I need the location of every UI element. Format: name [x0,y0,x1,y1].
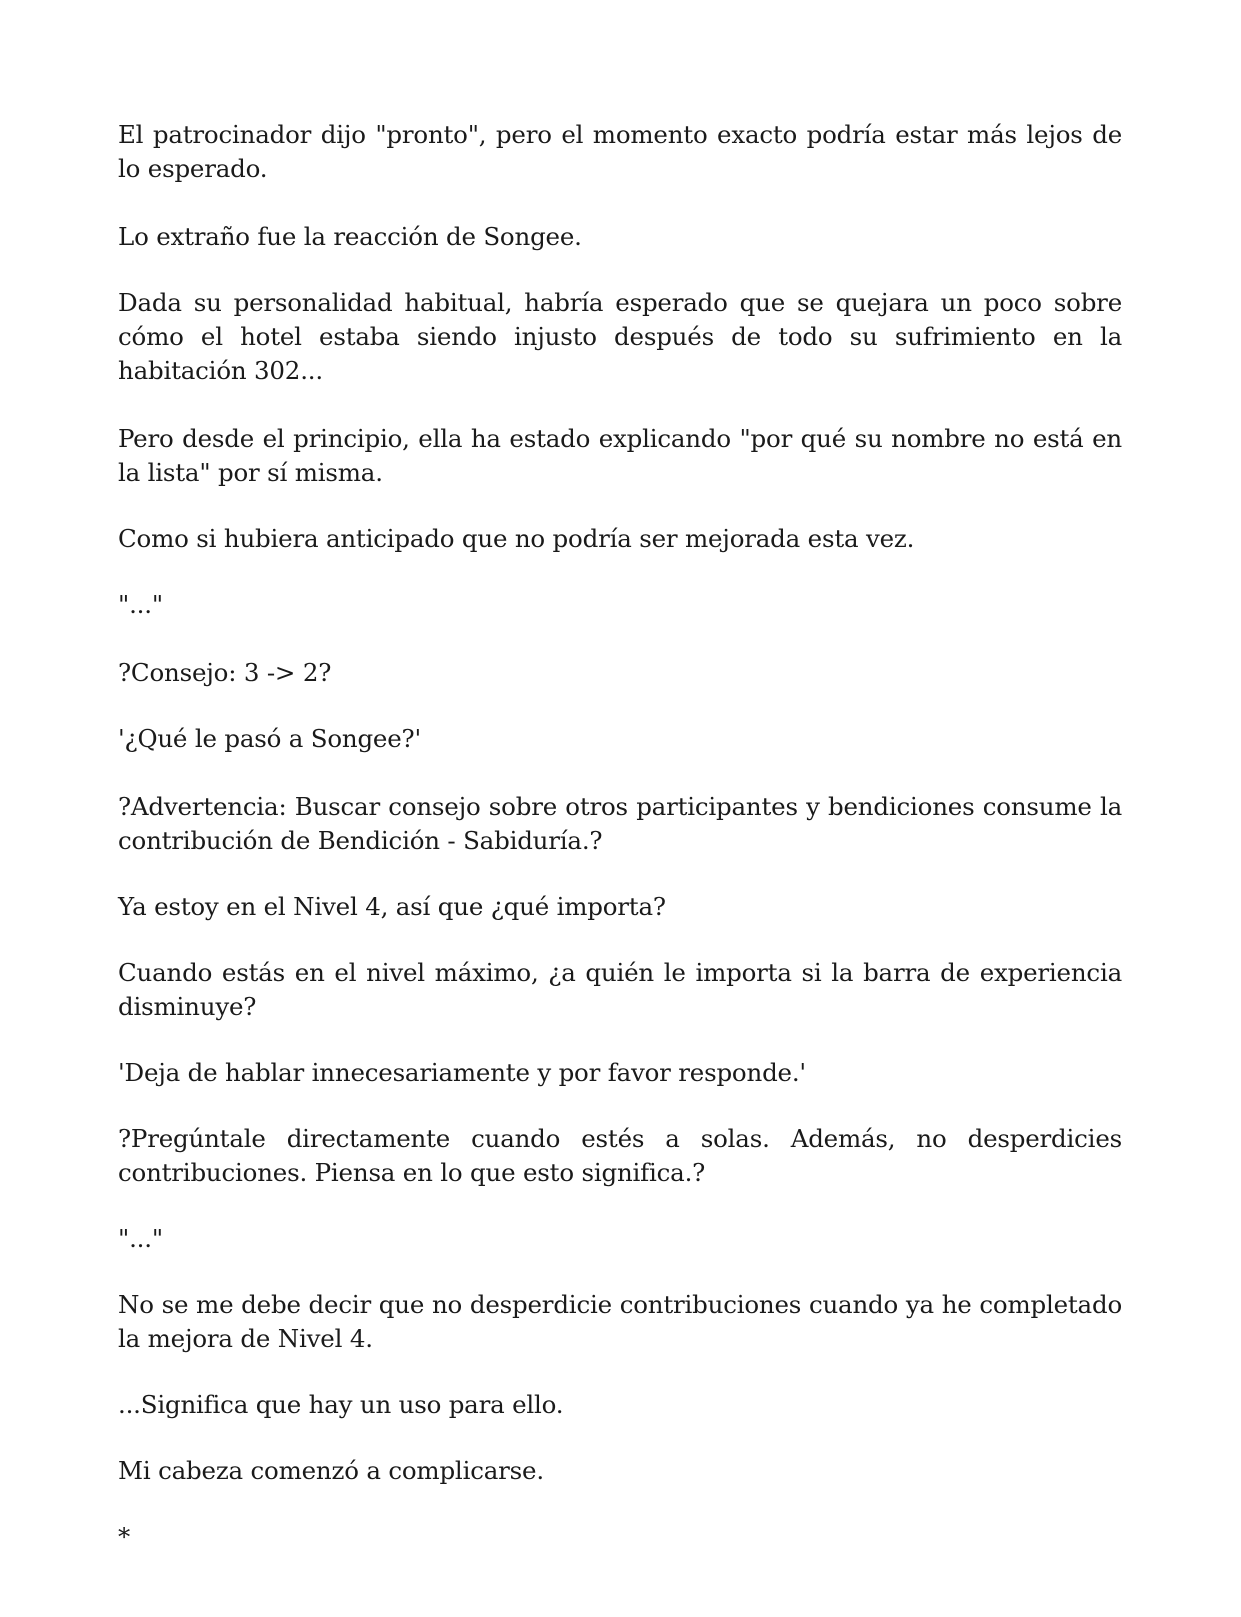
paragraph-2: Lo extraño fue la reacción de Songee. [118,222,582,251]
paragraph-16: ...Significa que hay un uso para ello. [118,1390,564,1419]
paragraph-6: "..." [118,590,163,619]
section-break-asterisk: * [118,1522,131,1551]
paragraph-17: Mi cabeza comenzó a complicarse. [118,1456,544,1485]
paragraph-14: "..." [118,1224,163,1253]
paragraph-8: '¿Qué le pasó a Songee?' [118,724,422,753]
paragraph-3: Dada su personalidad habitual, habría esperado que se quejara un poco sobre cómo el hotel estaba siendo injusto después de todo su sufrimiento en la habitación 302... [118,288,1122,385]
paragraph-10: Ya estoy en el Nivel 4, así que ¿qué importa? [118,892,666,921]
paragraph-9: ?Advertencia: Buscar consejo sobre otros participantes y bendiciones consume la contribución de Bendición - Sabiduría.? [118,792,1122,855]
paragraph-5: Como si hubiera anticipado que no podría ser mejorada esta vez. [118,524,915,553]
paragraph-1: El patrocinador dijo "pronto", pero el momento exacto podría estar más lejos de lo esperado. [118,120,1122,183]
paragraph-13: ?Pregúntale directamente cuando estés a solas. Además, no desperdicies contribuciones. Piensa en lo que esto significa.? [118,1124,1122,1187]
paragraph-4: Pero desde el principio, ella ha estado explicando "por qué su nombre no está en la lista" por sí misma. [118,424,1122,487]
paragraph-11: Cuando estás en el nivel máximo, ¿a quién le importa si la barra de experiencia disminuye? [118,958,1122,1021]
paragraph-7: ?Consejo: 3 -> 2? [118,658,332,687]
paragraph-15: No se me debe decir que no desperdicie contribuciones cuando ya he completado la mejora de Nivel 4. [118,1290,1122,1353]
paragraph-12: 'Deja de hablar innecesariamente y por favor responde.' [118,1058,806,1087]
